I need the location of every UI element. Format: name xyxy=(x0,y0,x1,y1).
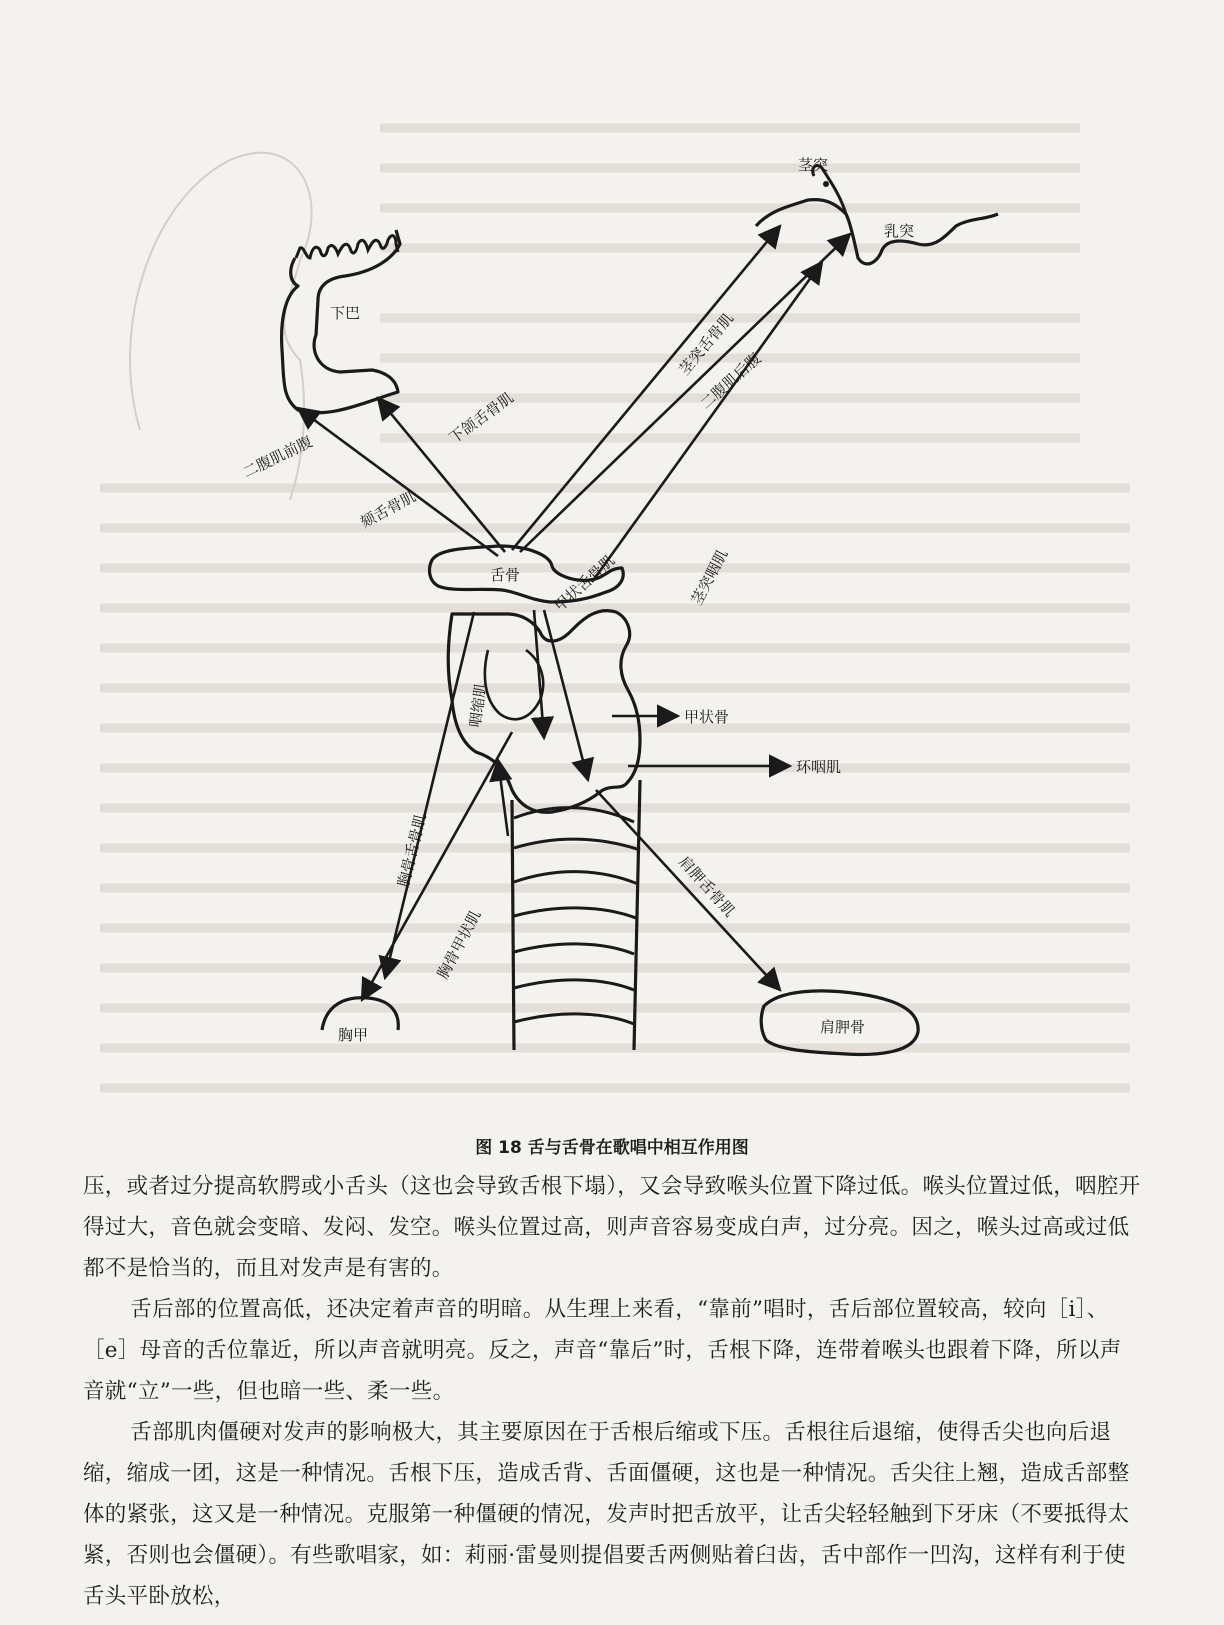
label-pharyngeal: 咽缩肌 xyxy=(466,681,491,729)
label-digastric-posterior: 二腹肌后腹 xyxy=(696,349,765,413)
label-styloid: 茎突 xyxy=(798,156,829,174)
label-cricothyroid: 环咽肌 xyxy=(796,758,842,776)
label-sternum: 胸甲 xyxy=(338,1026,369,1044)
teeth-shape xyxy=(296,236,398,258)
label-digastric-anterior: 二腹肌前腹 xyxy=(239,432,316,482)
paragraph: 舌后部的位置高低，还决定着声音的明暗。从生理上来看，“靠前”唱时，舌后部位置较高，较向［i］、［e］母音的舌位靠近，所以声音就明亮。反之，声音“靠后”时，舌根下降，连带着喉头也跟着下降，所以声音就“立”一些，但也暗一些、柔一些。 xyxy=(83,1297,1122,1404)
label-mylohyoid: 下颌舌骨肌 xyxy=(445,388,518,448)
label-geniohyoid: 颏舌骨肌 xyxy=(357,487,419,532)
figure-caption: 图 18 舌与舌骨在歌唱中相互作用图 xyxy=(475,1138,749,1158)
label-scapula: 肩胛骨 xyxy=(820,1018,866,1036)
paragraph: 压，或者过分提高软腭或小舌头（这也会导致舌根下塌），又会导致喉头位置下降过低。喉头位置过低，咽腔开得过大，音色就会变暗、发闷、发空。喉头位置过高，则声音容易变成白声，过分亮。因之，喉头过高或过低都不是恰当的，而且对发声是有害的。 xyxy=(83,1174,1141,1281)
label-thyroid: 甲状骨 xyxy=(684,708,730,726)
label-stylohyoid: 茎突舌骨肌 xyxy=(675,309,738,379)
label-sternothyroid: 胸骨甲状肌 xyxy=(433,907,485,982)
paragraph: 舌部肌肉僵硬对发声的影响极大，其主要原因在于舌根后缩或下压。舌根往后退缩，使得舌尖也向后退缩，缩成一团，这是一种情况。舌根下压，造成舌背、舌面僵硬，这也是一种情况。舌尖往上翘，造成舌部整体的紧张，这又是一种情况。克服第一种僵硬的情况，发声时把舌放平，让舌尖轻轻触到下牙床（不要抵得太紧，否则也会僵硬）。有些歌唱家，如：莉丽·雷曼则提倡要舌两侧贴着臼齿，舌中部作一凹沟，这样有利于使舌头平卧放松， xyxy=(83,1420,1130,1609)
label-hyoid: 舌骨 xyxy=(490,566,521,584)
body-text xyxy=(83,1166,1143,1617)
bleed-through-lines xyxy=(100,128,1130,1088)
label-mandible: 下巴 xyxy=(330,304,361,322)
label-thyrohyoid: 甲状舌骨肌 xyxy=(550,551,619,615)
label-stylopharyngeus: 茎突咽肌 xyxy=(687,546,732,608)
label-mastoid: 乳突 xyxy=(884,222,915,240)
label-omohyoid: 肩胛舌骨肌 xyxy=(675,852,739,921)
label-sternohyoid: 胸骨舌骨肌 xyxy=(394,811,431,889)
trachea-rings xyxy=(514,808,640,1024)
